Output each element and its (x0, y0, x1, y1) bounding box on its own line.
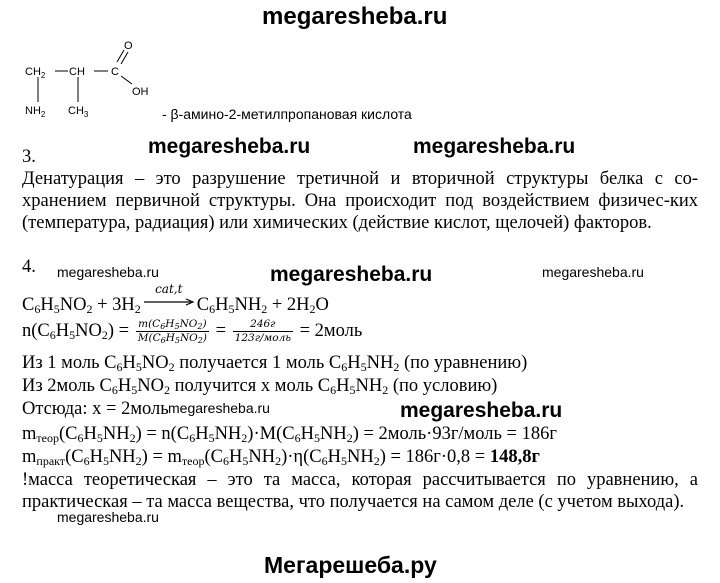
reaction-arrow: cat,t (143, 294, 195, 308)
fraction-mass-over-molar: $\frac{m(C_6H_5NO_2)}{M(C_6H_5NO_2)}$ (137, 318, 207, 345)
note-text: !масса теоретическая – это та масса, которая рассчитывается по уравнению, а практическая – та масса вещества, что получается на самом деле (с учетом выхода). (22, 470, 698, 512)
watermark-bold: megaresheba.ru (400, 399, 563, 422)
watermark-bold: megaresheba.ru (413, 135, 576, 158)
mol-ch2: $CH_2$ (25, 66, 46, 80)
mol-nh2: $NH_2$ (25, 105, 46, 119)
molecule-caption: - β-амино-2-метилпропановая кислота (162, 106, 412, 122)
mass-practical: $m_{практ}(C_6H_5NH_2) = m_{теор}(C_6H_5NH_2)\cdot\eta(C_6H_5NH_2) = 186г\cdot 0,8 = 148,8г$ (22, 447, 540, 468)
watermark-small: megaresheba.ru (57, 264, 159, 280)
mass-theoretical: $m_{теор}(C_6H_5NH_2) = n(C_6H_5NH_2)\cdot M(C_6H_5NH_2)$ = 2моль·93г/моль = 186г (22, 424, 557, 445)
watermark-small: megaresheba.ru (542, 264, 644, 280)
molecule-structure (20, 38, 170, 122)
moles-calculation: $n(C_6H_5NO_2)$ = $\frac{m(C_6H_5NO_2)}{M(C_6H_5NO_2)}$ = $\frac{246г}{\text{123г/моль}}$ = 2моль (22, 318, 363, 345)
watermark-small: megaresheba.ru (168, 400, 270, 416)
mol-c: C (111, 66, 119, 78)
reaction-equation: $C_6H_5NO_2 + 3H_2$ cat,t $C_6H_5NH_2 + 2H_2O$ (22, 282, 329, 316)
mol-oh: OH (132, 86, 149, 98)
watermark-bold: megaresheba.ru (148, 135, 311, 158)
line-hence: Отсюда: x = 2моль (22, 399, 169, 419)
watermark-bottom: Мегарешеба.ру (264, 552, 437, 578)
fraction-values: $\frac{246г}{\text{123г/моль}}$ (234, 318, 291, 344)
line-from-condition: Из 2моль $C_6H_5NO_2$ получится x моль $C_6H_5NH_2$ (по условию) (22, 376, 498, 397)
section-3-text: Денатурация – это разрушение третичной и вторичной структуры белка с со-хранением первичной структуры. Она происходит под воздействием физичес-ких (температура, радиация) или химических (действие кислот, щелочей) факторов. (22, 169, 698, 233)
watermark-bold: megaresheba.ru (270, 263, 433, 286)
line-from-equation: Из 1 моль $C_6H_5NO_2$ получается 1 моль $C_6H_5NH_2$ (по уравнению) (22, 353, 528, 374)
section-4-number: 4. (22, 257, 36, 277)
section-3-number: 3. (22, 147, 36, 167)
mol-ch: CH (69, 66, 85, 78)
watermark-small: megaresheba.ru (57, 509, 159, 525)
watermark-top: megaresheba.ru (262, 3, 448, 30)
mol-o: O (124, 40, 133, 52)
mol-ch3: $CH_3$ (68, 105, 89, 119)
final-answer: 148,8г (489, 447, 540, 467)
